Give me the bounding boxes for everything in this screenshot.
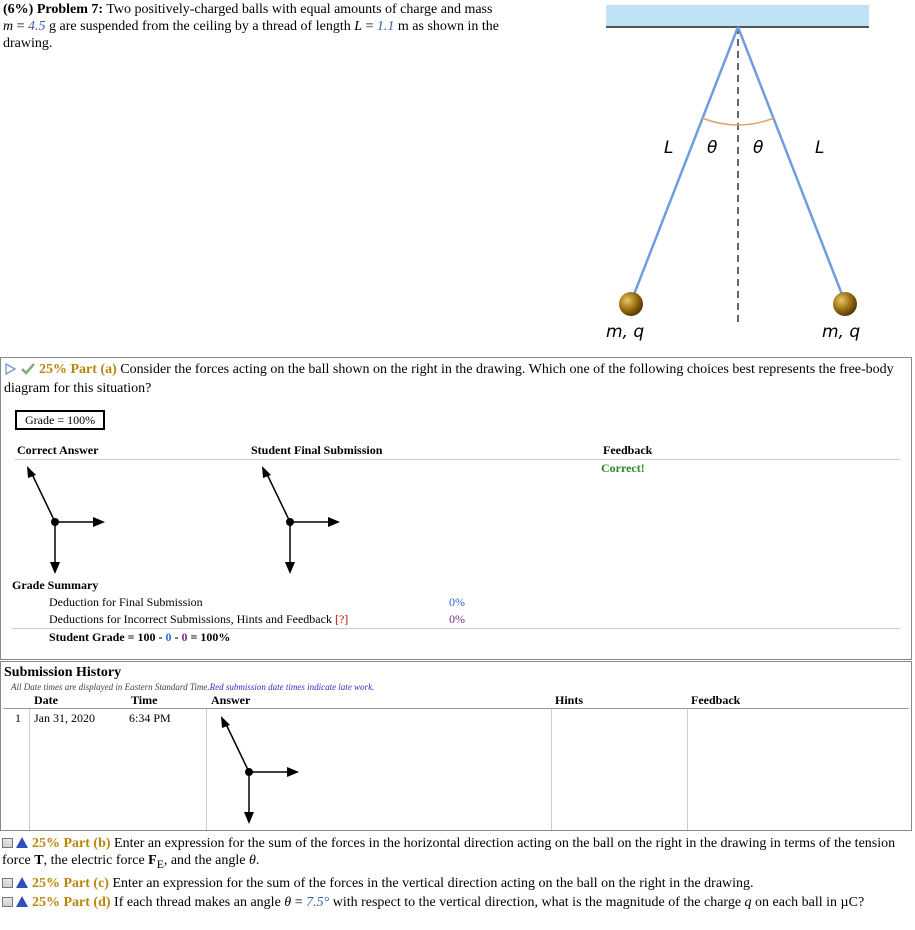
part-c-text: Enter an expression for the sum of the forces in the vertical direction acting on the ball on the right in the drawing. [112,876,754,891]
ball-right [833,292,857,316]
student-submission-diagram [258,466,348,581]
part-b-FE-sub: E [156,857,164,871]
history-header-time: Time [131,693,158,707]
warning-icon [16,896,28,907]
label-theta-left: θ [707,138,718,158]
part-c-label[interactable]: Part (c) [63,876,109,891]
part-d-label[interactable]: Part (d) [63,895,111,910]
part-d-q: q [744,895,752,910]
student-grade-b: 0 [181,630,188,644]
mass-value: 4.5 [28,19,46,34]
help-link[interactable]: [?] [334,612,349,626]
thread-right [738,27,843,297]
divider [687,709,688,830]
pendulum-figure [590,0,890,352]
part-d-text-1: If each thread makes an angle [114,895,285,910]
divider [15,459,900,460]
part-a-label[interactable]: Part (a) [70,362,117,377]
mass-eq: = [13,19,29,34]
part-b-text-1: Enter an expression for the sum of the forces in the horizontal direction acting on the ball on the right in the drawing in terms of the tension force [2,836,896,868]
student-grade-prefix: Student Grade = 100 - [49,630,166,644]
student-grade-a: 0 [165,630,172,644]
part-b-text-2: , the electric force [43,853,149,868]
history-header-date: Date [34,693,58,707]
col-correct-answer: Correct Answer [17,443,99,457]
deduction-final-label: Deduction for Final Submission [49,595,203,609]
problem-points: (6%) [3,2,34,17]
length-eq: = [362,19,377,34]
label-L-left: L [664,138,674,158]
checkmark-icon [20,362,36,380]
history-row-date: Jan 31, 2020 [34,711,95,725]
feedback-correct: Correct! [601,461,645,475]
warning-icon [16,837,28,848]
label-mq-left: m, q [606,322,645,342]
length-var: L [354,19,363,34]
problem-statement [3,1,548,52]
deduction-final-value: 0% [449,595,465,609]
part-d-theta: θ [284,895,292,910]
thread-left [633,27,738,297]
part-a-header [4,361,909,397]
document-icon [2,838,13,848]
history-row-time: 6:34 PM [129,711,171,725]
length-value: 1.1 [376,19,395,34]
divider [206,709,207,830]
document-icon [2,897,13,907]
col-feedback: Feedback [603,443,653,457]
part-d-text-3: on each ball in µC? [751,895,865,910]
document-icon [2,878,13,888]
problem-title: Problem 7: [36,2,104,17]
part-b-text-3: , and the angle [163,853,249,868]
mass-var: m [3,19,14,34]
history-title: Submission History [4,665,122,680]
part-b-theta: θ [248,853,256,868]
ceiling [606,5,869,27]
history-note [11,682,374,692]
correct-answer-diagram [23,466,113,581]
problem-text-1: Two positively-charged balls with equal amounts of charge and mass [106,2,493,17]
label-L-right: L [815,138,825,158]
col-student-submission: Student Final Submission [251,443,383,457]
label-mq-right: m, q [822,322,861,342]
part-b-percent: 25% [32,836,60,851]
deduction-incorrect-value: 0% [449,612,465,626]
deduction-incorrect-label: Deductions for Incorrect Submissions, Hints and Feedback [49,612,332,626]
part-c-row[interactable] [2,875,912,892]
part-b-T: T [34,853,44,868]
part-b-text-4: . [255,853,260,868]
label-theta-right: θ [753,138,764,158]
part-d-row[interactable] [2,894,912,911]
student-grade-mid: - [171,630,182,644]
warning-icon [16,877,28,888]
part-d-theta-value: 7.5° [306,895,330,910]
part-a-panel [0,357,912,660]
grade-summary-title: Grade Summary [12,578,99,592]
deduction-incorrect-row [49,612,348,627]
problem-text-2: g are suspended from the ceiling by a thread of length [45,19,355,34]
history-header-answer: Answer [211,693,251,707]
part-d-eq: = [291,895,307,910]
part-b-FE: F [148,853,157,868]
part-c-percent: 25% [32,876,60,891]
divider [12,628,900,629]
divider [29,709,30,830]
problem-text-3: m as shown in the drawing. [3,19,500,51]
ball-left [619,292,643,316]
part-d-text-2: with respect to the vertical direction, what is the magnitude of the charge [329,895,745,910]
divider [551,709,552,830]
history-header-feedback: Feedback [691,693,741,707]
play-icon[interactable] [4,363,16,380]
part-a-question: Consider the forces acting on the ball shown on the right in the drawing. Which one of the following choices best represents the free-body diagram for this situation? [4,362,894,396]
history-answer-diagram [217,716,307,831]
grade-box: Grade = 100% [15,410,105,430]
part-b-row[interactable] [2,835,912,873]
part-d-percent: 25% [32,895,60,910]
history-note-text: All Date times are displayed in Eastern Standard Time. [11,682,210,692]
history-header-hints: Hints [555,693,584,707]
student-grade [49,630,230,645]
history-note-red: Red submission date times indicate late work. [209,682,375,692]
divider [3,708,909,709]
part-b-label[interactable]: Part (b) [63,836,111,851]
part-a-percent: 25% [39,362,67,377]
submission-history [0,661,912,831]
history-row-num: 1 [15,711,21,725]
student-grade-suffix: = 100% [187,630,231,644]
